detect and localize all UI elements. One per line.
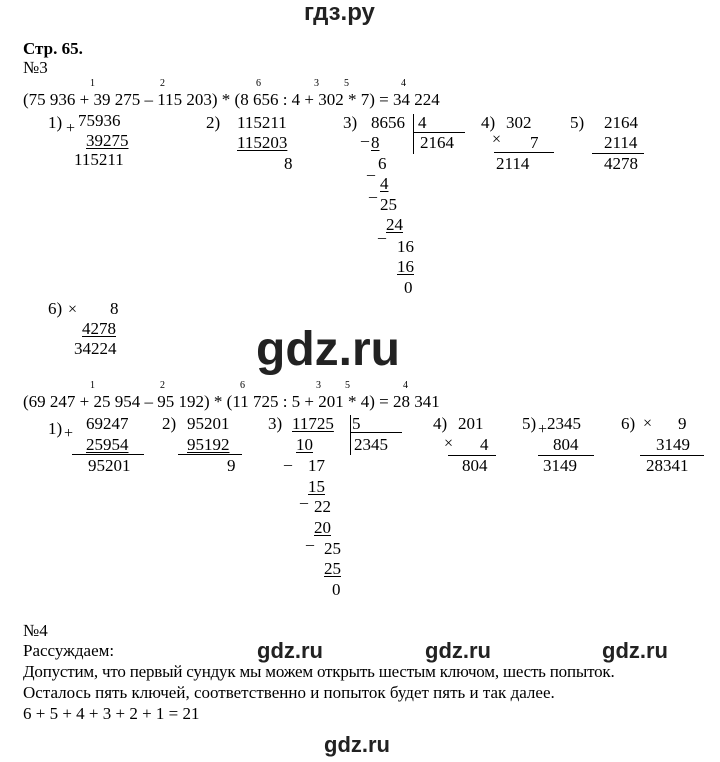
- reasoning-intro: Рассуждаем:: [23, 641, 115, 660]
- quotient: 2345: [354, 435, 388, 454]
- reasoning-line: Допустим, что первый сундук мы можем открыть шестым ключом, шесть попыток.: [23, 662, 615, 681]
- reasoning-line: Осталось пять ключей, соответственно и попыток будет пять и так далее.: [23, 683, 555, 702]
- times-sign: ×: [68, 301, 78, 318]
- result: 9: [227, 456, 236, 475]
- division-step: 22: [314, 497, 331, 516]
- operand: 4: [480, 435, 489, 454]
- division-step: 0: [332, 580, 341, 599]
- result: 8: [284, 154, 293, 173]
- operand: 9: [678, 414, 687, 433]
- minus-sign: _: [284, 451, 292, 468]
- division-step: 25: [380, 195, 397, 214]
- division-step: 25: [324, 559, 341, 578]
- division-step: 0: [404, 278, 413, 297]
- page-title: Стр. 65.: [23, 39, 83, 58]
- operand: 95201: [187, 414, 230, 433]
- division-step: 6: [378, 154, 387, 173]
- watermark-bottom: gdz.ru: [324, 732, 390, 757]
- operand: 2114: [604, 133, 638, 152]
- minus-sign: _: [300, 489, 308, 506]
- order-mark: 5: [345, 380, 350, 391]
- minus-sign: _: [378, 224, 386, 241]
- divisor: 5: [352, 414, 361, 433]
- operand: 25954: [86, 435, 129, 454]
- operand: 201: [458, 414, 484, 433]
- result: 3149: [543, 456, 577, 475]
- division-bar: [350, 415, 351, 455]
- division-step: 24: [386, 215, 403, 234]
- watermark-left: gdz.ru: [257, 638, 323, 663]
- times-sign: ×: [492, 131, 502, 148]
- minus-sign: _: [367, 161, 375, 178]
- result: 34224: [74, 339, 117, 358]
- division-step: 25: [324, 539, 341, 558]
- dividend: 8656: [371, 113, 405, 132]
- division-step: 10: [296, 435, 313, 454]
- divisor-line: [350, 432, 402, 433]
- operand: 95192: [187, 435, 230, 454]
- times-sign: ×: [643, 415, 653, 432]
- operand: 7: [530, 133, 539, 152]
- operand: 39275: [86, 131, 129, 150]
- expression: (69 247 + 25 954 – 95 192) * (11 725 : 5 + 201 * 4) = 28 341: [23, 392, 440, 411]
- operand: 4278: [82, 319, 116, 338]
- operand: 69247: [86, 414, 129, 433]
- division-step: 17: [308, 456, 325, 475]
- division-bar: [413, 114, 414, 154]
- step-label: 3): [343, 113, 358, 132]
- operand: 115203: [237, 133, 288, 152]
- watermark-middle: gdz.ru: [425, 638, 491, 663]
- order-mark: 5: [344, 78, 349, 89]
- result-line: [178, 454, 242, 455]
- division-step: 15: [308, 477, 325, 496]
- watermark-center: gdz.ru: [256, 323, 400, 376]
- result: 2114: [496, 154, 530, 173]
- watermark-right: gdz.ru: [602, 638, 668, 663]
- division-step: 16: [397, 257, 414, 276]
- result-line: [494, 152, 554, 153]
- minus-sign: _: [361, 127, 369, 144]
- operand: 8: [110, 299, 119, 318]
- division-step: 8: [371, 133, 380, 152]
- dividend: 11725: [292, 414, 334, 433]
- result: 28341: [646, 456, 689, 475]
- times-sign: ×: [444, 435, 454, 452]
- result: 4278: [604, 154, 638, 173]
- step-label: 1): [48, 113, 63, 132]
- step-label: 1): [48, 419, 63, 438]
- operand: 2164: [604, 113, 638, 132]
- step-label: 5): [522, 414, 537, 433]
- operand: 804: [553, 435, 579, 454]
- divisor: 4: [418, 113, 427, 132]
- step-label: 3): [268, 414, 283, 433]
- step-label: 2): [162, 414, 177, 433]
- minus-sign: _: [369, 183, 377, 200]
- task3-number: №3: [23, 58, 48, 77]
- step-label: 6): [48, 299, 63, 318]
- operand: 3149: [656, 435, 690, 454]
- result: 115211: [74, 150, 124, 169]
- result: 95201: [88, 456, 131, 475]
- operand: 302: [506, 113, 532, 132]
- order-mark: 2: [160, 78, 165, 89]
- order-mark: 4: [403, 380, 408, 391]
- order-mark: 1: [90, 380, 95, 391]
- operand: 2345: [547, 414, 581, 433]
- division-step: 4: [380, 174, 389, 193]
- step-label: 5): [570, 113, 585, 132]
- order-mark: 3: [316, 380, 321, 391]
- operand: 115211: [237, 113, 287, 132]
- answer-line: 6 + 5 + 4 + 3 + 2 + 1 = 21: [23, 704, 200, 723]
- plus-sign: +: [66, 120, 76, 137]
- step-label: 6): [621, 414, 636, 433]
- division-step: 16: [397, 237, 414, 256]
- minus-sign: _: [306, 531, 314, 548]
- result: 804: [462, 456, 488, 475]
- task4-number: №4: [23, 621, 48, 640]
- order-mark: 4: [401, 78, 406, 89]
- order-mark: 6: [256, 78, 261, 89]
- result-line: [72, 454, 144, 455]
- order-mark: 2: [160, 380, 165, 391]
- order-mark: 3: [314, 78, 319, 89]
- watermark-top: гдз.ру: [304, 0, 375, 26]
- quotient: 2164: [420, 133, 454, 152]
- step-label: 4): [481, 113, 496, 132]
- step-label: 2): [206, 113, 221, 132]
- order-mark: 6: [240, 380, 245, 391]
- operand: 75936: [78, 111, 121, 130]
- order-mark: 1: [90, 78, 95, 89]
- expression: (75 936 + 39 275 – 115 203) * (8 656 : 4 + 302 * 7) = 34 224: [23, 90, 440, 109]
- division-step: 20: [314, 518, 331, 537]
- step-label: 4): [433, 414, 448, 433]
- plus-sign: +: [64, 425, 74, 442]
- plus-sign: +: [538, 421, 548, 438]
